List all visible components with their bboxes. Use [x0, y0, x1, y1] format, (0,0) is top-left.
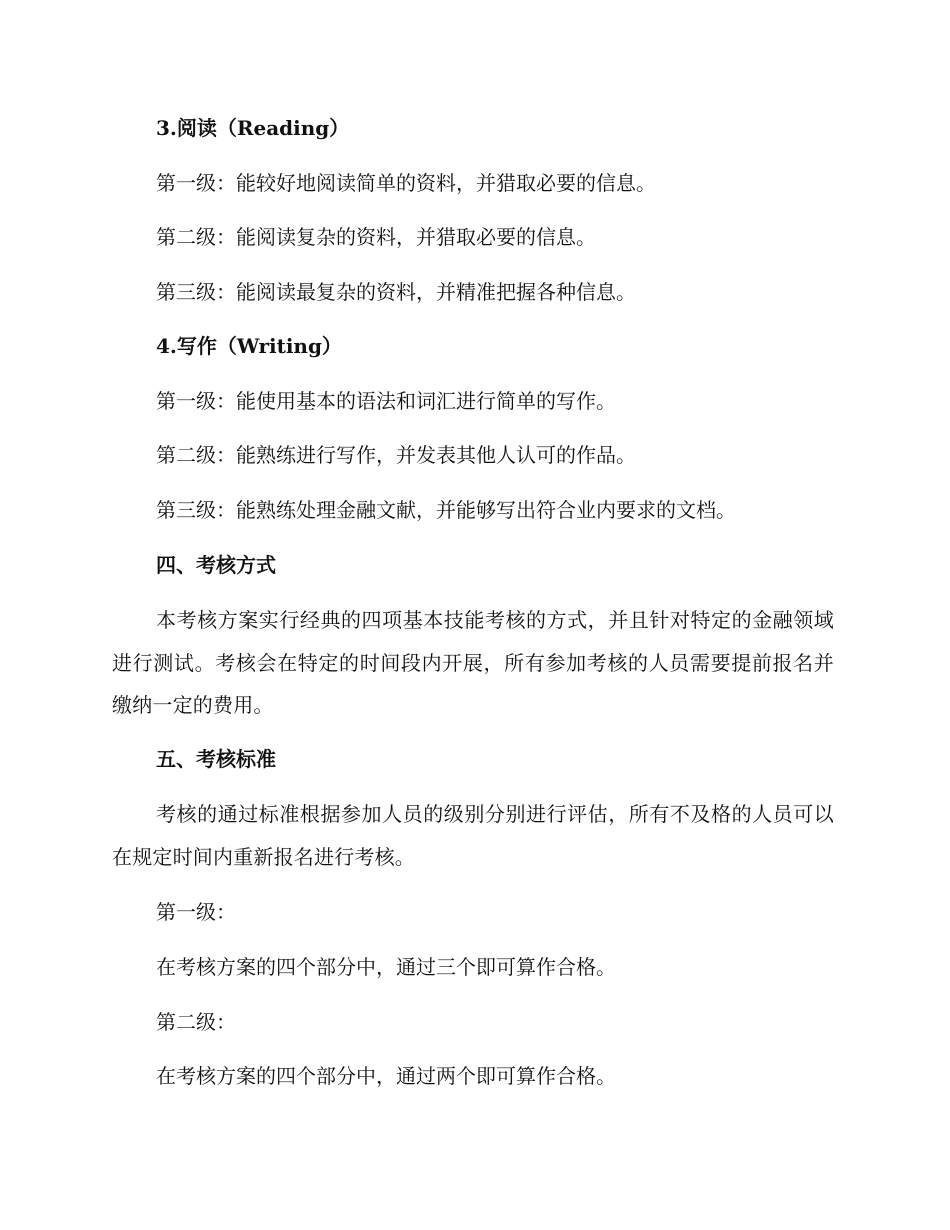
writing-level-1: 第一级：能使用基本的语法和词汇进行简单的写作。 [156, 389, 616, 413]
section-5-heading: 五、考核标准 [156, 747, 276, 771]
standard-level-1-label: 第一级： [156, 900, 236, 924]
section-4-paragraph: 本考核方案实行经典的四项基本技能考核的方式，并且针对特定的金融领域进行测试。考核会在特定的时间段内开展，所有参加考核的人员需要提前报名并缴纳一定的费用。 [112, 608, 834, 717]
writing-level-2: 第二级：能熟练进行写作，并发表其他人认可的作品。 [156, 443, 636, 467]
writing-heading: 4.写作（Writing） [156, 334, 342, 358]
reading-level-1: 第一级：能较好地阅读简单的资料，并猎取必要的信息。 [156, 171, 656, 195]
standard-level-1-text: 在考核方案的四个部分中，通过三个即可算作合格。 [156, 955, 616, 979]
section-5-paragraph: 考核的通过标准根据参加人员的级别分别进行评估，所有不及格的人员可以在规定时间内重新报名进行考核。 [112, 802, 834, 869]
section-4-heading: 四、考核方式 [156, 553, 276, 577]
reading-level-2: 第二级：能阅读复杂的资料，并猎取必要的信息。 [156, 225, 596, 249]
standard-level-2-text: 在考核方案的四个部分中，通过两个即可算作合格。 [156, 1064, 616, 1088]
reading-level-3: 第三级：能阅读最复杂的资料，并精准把握各种信息。 [156, 280, 636, 304]
writing-level-3: 第三级：能熟练处理金融文献，并能够写出符合业内要求的文档。 [156, 498, 736, 522]
standard-level-2-label: 第二级： [156, 1010, 236, 1034]
reading-heading: 3.阅读（Reading） [156, 116, 350, 140]
